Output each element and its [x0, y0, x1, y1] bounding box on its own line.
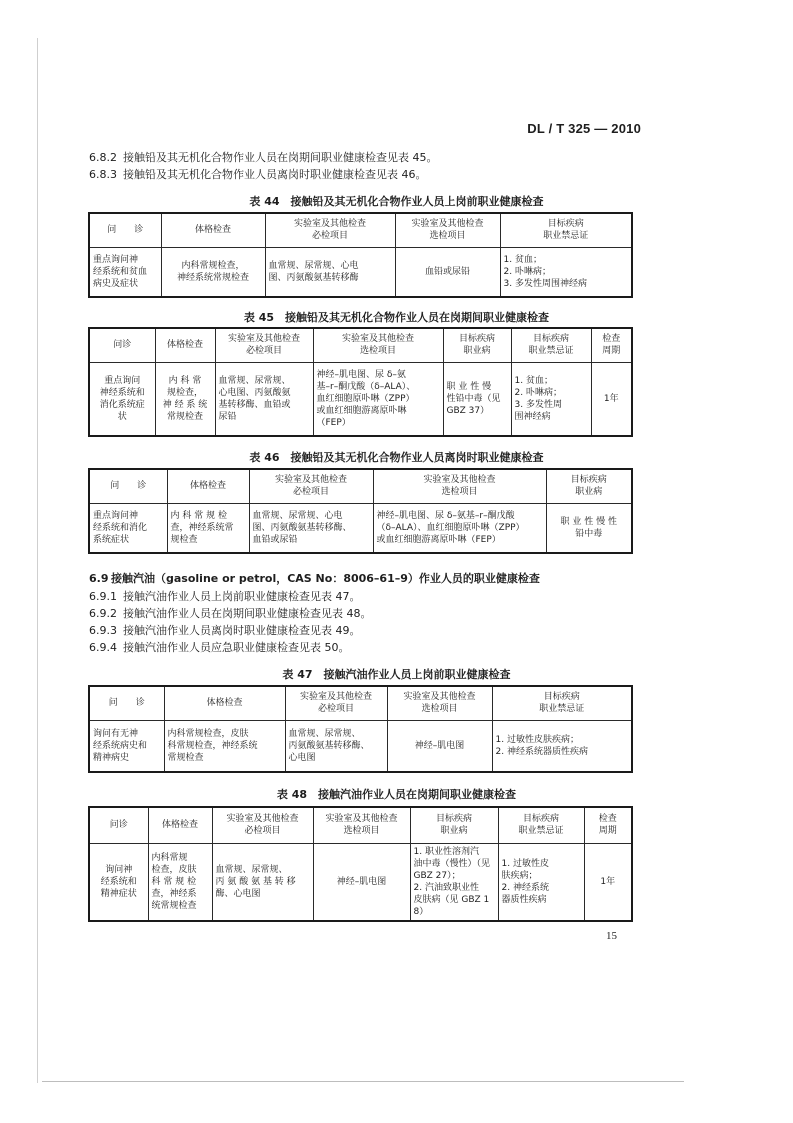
clause-6-8-3	[89, 168, 427, 182]
table-cell	[443, 362, 511, 436]
cell-line: （FEP）	[316, 417, 351, 428]
table-row	[89, 362, 632, 436]
table-48	[88, 806, 633, 922]
cell-line: 实验室及其他检查	[325, 814, 398, 825]
table-cell: 神经–肌电图	[387, 720, 492, 772]
clause-number: 6.9.3	[89, 624, 117, 637]
clause-6-9-1	[89, 590, 361, 604]
cell-line: 心电图	[288, 752, 316, 763]
cell-line: 实验室及其他检查	[423, 475, 496, 486]
cell-line: 或血红细胞游离原卟啉	[316, 405, 407, 416]
cell-line: 检查	[602, 334, 621, 345]
cell-line: 检查，皮肤	[151, 864, 197, 875]
cell-line: 神 经 系 统	[162, 399, 208, 410]
cell-line: 检查	[598, 814, 617, 825]
table-cell: 1年	[584, 843, 632, 921]
table-header-row	[89, 686, 632, 720]
cell-line: 3. 多发性周围神经病	[503, 278, 587, 289]
cell-line: 必检项目	[245, 346, 282, 357]
cell-line: 经系统和贫血	[93, 266, 148, 277]
cell-line: 职业病	[575, 487, 603, 498]
cell-line: 或血红细胞游离原卟啉（FEP）	[376, 534, 501, 545]
cell-line: 职 业 性 慢 性	[560, 516, 617, 527]
cell-line: 1. 贫血；	[503, 254, 542, 265]
table-cell	[215, 362, 313, 436]
table-cell	[89, 362, 155, 436]
standard-code: DL / T 325 — 2010	[527, 121, 641, 136]
clause-6-9-4	[89, 641, 350, 655]
cell-line: 职业禁忌证	[539, 704, 585, 715]
clause-number: 6.9.4	[89, 641, 117, 654]
table-45	[88, 327, 633, 437]
header-cell: 体格检查	[155, 328, 215, 362]
table-cell	[249, 503, 373, 553]
header-cell: 问 诊	[89, 469, 167, 503]
cell-line: 内科常规	[151, 852, 188, 863]
table-cell	[492, 720, 632, 772]
table-cell	[167, 503, 249, 553]
header-cell	[395, 213, 500, 247]
cell-line: 血常规、尿常规、心电	[252, 510, 343, 521]
header-cell	[215, 328, 313, 362]
cell-line: 丙 氨 酸 氨 基 转 移	[215, 876, 296, 887]
header-cell: 体格检查	[167, 469, 249, 503]
cell-line: 血常规、尿常规、	[218, 375, 291, 386]
cell-line: 精神病史	[93, 752, 130, 763]
cell-line: 基–r–酮戊酸（δ–ALA）、	[316, 381, 416, 392]
cell-line: GBZ 27）；	[413, 870, 461, 881]
cell-line: 必检项目	[244, 826, 281, 837]
cell-line: 1. 贫血；	[514, 375, 553, 386]
table-header-row	[89, 213, 632, 247]
header-cell: 问 诊	[89, 686, 164, 720]
cell-line: 询问有无神	[93, 728, 139, 739]
table-cell	[89, 503, 167, 553]
cell-line: 病史及症状	[93, 278, 139, 289]
header-cell: 体格检查	[164, 686, 285, 720]
header-cell: 问诊	[89, 807, 148, 843]
table-row	[89, 247, 632, 297]
header-cell	[498, 807, 584, 843]
table-cell	[89, 247, 161, 297]
page-number: 15	[606, 930, 617, 942]
cell-line: 1. 过敏性皮肤疾病；	[495, 734, 579, 745]
table-44-caption: 表 44 接触铅及其无机化合物作业人员上岗前职业健康检查	[249, 195, 544, 208]
cell-line: （δ–ALA）、血红细胞原卟啉（ZPP）	[376, 522, 525, 533]
table-cell	[285, 720, 387, 772]
cell-line: 规检查	[170, 534, 198, 545]
cell-line: 内科常规检查，皮肤	[167, 728, 249, 739]
cell-line: 血常规、尿常规、	[215, 864, 288, 875]
cell-line: 经系统和	[100, 876, 137, 887]
header-cell	[591, 328, 632, 362]
header-cell	[546, 469, 632, 503]
cell-line: 常规检查	[167, 752, 204, 763]
cell-line: 科 常 规 检	[151, 876, 197, 887]
cell-line: 器质性疾病	[501, 894, 547, 905]
cell-line: 查，神经系	[151, 888, 197, 899]
page-bottom-rule	[42, 1081, 684, 1082]
cell-line: 实验室及其他检查	[299, 692, 372, 703]
cell-line: 心电图、丙氨酸氨	[218, 387, 291, 398]
header-cell	[410, 807, 498, 843]
cell-line: 科常规检查，神经系统	[167, 740, 258, 751]
section-6-9-heading	[89, 572, 540, 586]
cell-line: 经系统病史和	[93, 740, 148, 751]
cell-line: 酶、心电图	[215, 888, 261, 899]
cell-line: 职 业 性 慢	[446, 381, 492, 392]
cell-line: 性铅中毒（见	[446, 393, 501, 404]
table-44	[88, 212, 633, 298]
clause-text: 接触汽油作业人员离岗时职业健康检查见表 49。	[123, 624, 361, 637]
table-cell	[164, 720, 285, 772]
header-cell	[373, 469, 546, 503]
header-cell	[249, 469, 373, 503]
table-cell	[498, 843, 584, 921]
header-cell	[285, 686, 387, 720]
header-cell: 体格检查	[161, 213, 265, 247]
header-cell: 体格检查	[148, 807, 212, 843]
cell-line: 神经–肌电图、尿 δ–氨	[316, 369, 406, 380]
cell-line: 目标疾病	[543, 692, 580, 703]
section-number: 6.9	[89, 572, 109, 585]
header-cell	[584, 807, 632, 843]
clause-6-8-2	[89, 151, 438, 165]
cell-line: 常规检查	[166, 411, 203, 422]
cell-line: 围神经病	[514, 411, 551, 422]
table-cell	[155, 362, 215, 436]
cell-line: 神经系统常规检查	[176, 272, 249, 283]
cell-line: 2. 神经系统	[501, 882, 549, 893]
cell-line: 重点询问神	[93, 510, 139, 521]
cell-line: 实验室及其他检查	[341, 334, 414, 345]
table-header-row	[89, 328, 632, 362]
cell-line: 实验室及其他检查	[293, 219, 366, 230]
header-cell	[212, 807, 313, 843]
table-48-caption: 表 48 接触汽油作业人员在岗期间职业健康检查	[276, 788, 517, 801]
table-46	[88, 468, 633, 554]
cell-line: 职业禁忌证	[528, 346, 574, 357]
table-cell	[410, 843, 498, 921]
table-47	[88, 685, 633, 773]
header-cell	[313, 328, 443, 362]
cell-line: 内 科 常 规 检	[170, 510, 227, 521]
cell-line: 实验室及其他检查	[403, 692, 476, 703]
header-cell	[387, 686, 492, 720]
clause-6-9-3	[89, 624, 361, 638]
cell-line: 周期	[598, 826, 617, 837]
cell-line: 必检项目	[311, 231, 348, 242]
cell-line: 内科常规检查，	[181, 260, 245, 271]
cell-line: 实验室及其他检查	[411, 219, 484, 230]
cell-line: 基转移酶、血铅或	[218, 399, 291, 410]
table-cell	[265, 247, 395, 297]
cell-line: 2. 卟啉病；	[503, 266, 551, 277]
table-cell	[161, 247, 265, 297]
table-46-caption: 表 46 接触铅及其无机化合物作业人员离岗时职业健康检查	[249, 451, 544, 464]
table-row	[89, 720, 632, 772]
cell-line: 查，神经系统常	[170, 522, 234, 533]
cell-line: 肤疾病；	[501, 870, 538, 881]
cell-line: 统常规检查	[151, 900, 197, 911]
cell-line: 实验室及其他检查	[226, 814, 299, 825]
cell-line: 2. 卟啉病；	[514, 387, 562, 398]
cell-line: 状	[117, 411, 127, 422]
cell-line: 目标疾病	[458, 334, 495, 345]
cell-line: 神经系统和	[99, 387, 145, 398]
cell-line: GBZ 37）	[446, 405, 490, 416]
clause-text: 接触汽油作业人员在岗期间职业健康检查见表 48。	[123, 607, 372, 620]
table-row	[89, 843, 632, 921]
table-cell: 神经–肌电图	[313, 843, 410, 921]
cell-line: 2. 神经系统器质性疾病	[495, 746, 588, 757]
cell-line: 内 科 常	[168, 375, 202, 386]
cell-line: 目标疾病	[570, 475, 607, 486]
header-cell	[443, 328, 511, 362]
cell-line: 血常规、尿常规、	[288, 728, 361, 739]
cell-line: 职业病	[463, 346, 491, 357]
header-cell	[313, 807, 410, 843]
header-cell	[500, 213, 632, 247]
clause-text: 接触铅及其无机化合物作业人员离岗时职业健康检查见表 46。	[123, 168, 427, 181]
cell-line: 1. 职业性溶剂汽	[413, 846, 479, 857]
cell-line: 铅中毒	[575, 528, 603, 539]
cell-line: 选检项目	[441, 487, 478, 498]
header-cell	[265, 213, 395, 247]
table-cell	[89, 843, 148, 921]
cell-line: 尿铅	[218, 411, 237, 422]
table-cell	[212, 843, 313, 921]
clause-text: 接触汽油作业人员上岗前职业健康检查见表 47。	[123, 590, 361, 603]
header-cell	[492, 686, 632, 720]
cell-line: 重点询问	[104, 375, 141, 386]
cell-line: 1. 过敏性皮	[501, 858, 549, 869]
cell-line: 目标疾病	[547, 219, 584, 230]
cell-line: 精神症状	[100, 888, 137, 899]
cell-line: 周期	[602, 346, 621, 357]
table-row	[89, 503, 632, 553]
table-45-caption: 表 45 接触铅及其无机化合物作业人员在岗期间职业健康检查	[243, 311, 550, 324]
cell-line: 职业病	[440, 826, 468, 837]
header-cell	[511, 328, 591, 362]
cell-line: 血铅或尿铅	[252, 534, 298, 545]
cell-line: 经系统和消化	[93, 522, 148, 533]
cell-line: 系统症状	[93, 534, 130, 545]
clause-number: 6.9.2	[89, 607, 117, 620]
cell-line: 血红细胞原卟啉（ZPP）	[316, 393, 415, 404]
table-cell	[373, 503, 546, 553]
cell-line: 必检项目	[292, 487, 329, 498]
cell-line: 目标疾病	[522, 814, 559, 825]
cell-line: 3. 多发性周	[514, 399, 562, 410]
section-title: 接触汽油（gasoline or petrol，CAS No：8006–61–9）作业人员的职业健康检查	[111, 572, 540, 585]
table-cell	[511, 362, 591, 436]
cell-line: 油中毒（慢性）（见	[413, 858, 491, 869]
cell-line: 皮肤病（见 GBZ 18）	[413, 894, 490, 917]
cell-line: 目标疾病	[435, 814, 472, 825]
cell-line: 丙氨酸氨基转移酶、	[288, 740, 370, 751]
cell-line: 消化系统症	[99, 399, 145, 410]
clause-6-9-2	[89, 607, 372, 621]
cell-line: 神经–肌电图、尿 δ–氨基–r–酮戊酸	[376, 510, 515, 521]
clause-text: 接触汽油作业人员应急职业健康检查见表 50。	[123, 641, 350, 654]
cell-line: 重点询问神	[93, 254, 139, 265]
cell-line: 实验室及其他检查	[227, 334, 300, 345]
table-cell: 1年	[591, 362, 632, 436]
cell-line: 选检项目	[343, 826, 380, 837]
clause-text: 接触铅及其无机化合物作业人员在岗期间职业健康检查见表 45。	[123, 151, 438, 164]
table-cell: 血铅或尿铅	[395, 247, 500, 297]
header-cell: 问 诊	[89, 213, 161, 247]
cell-line: 2. 汽油致职业性	[413, 882, 479, 893]
cell-line: 图、丙氨酸氨基转移酶、	[252, 522, 352, 533]
cell-line: 必检项目	[317, 704, 354, 715]
cell-line: 实验室及其他检查	[274, 475, 347, 486]
cell-line: 职业禁忌证	[518, 826, 564, 837]
cell-line: 选检项目	[421, 704, 458, 715]
table-47-caption: 表 47 接触汽油作业人员上岗前职业健康检查	[282, 668, 511, 681]
cell-line: 目标疾病	[532, 334, 569, 345]
clause-number: 6.8.3	[89, 168, 117, 181]
cell-line: 选检项目	[359, 346, 396, 357]
table-cell	[546, 503, 632, 553]
table-cell	[89, 720, 164, 772]
table-header-row	[89, 807, 632, 843]
cell-line: 询问神	[105, 864, 133, 875]
table-cell	[500, 247, 632, 297]
table-cell	[148, 843, 212, 921]
table-header-row	[89, 469, 632, 503]
cell-line: 职业禁忌证	[543, 231, 589, 242]
header-cell: 问诊	[89, 328, 155, 362]
cell-line: 图、丙氨酸氨基转移酶	[268, 272, 359, 283]
cell-line: 血常规、尿常规、心电	[268, 260, 359, 271]
clause-number: 6.8.2	[89, 151, 117, 164]
cell-line: 选检项目	[429, 231, 466, 242]
clause-number: 6.9.1	[89, 590, 117, 603]
cell-line: 规检查，	[166, 387, 203, 398]
table-cell	[313, 362, 443, 436]
